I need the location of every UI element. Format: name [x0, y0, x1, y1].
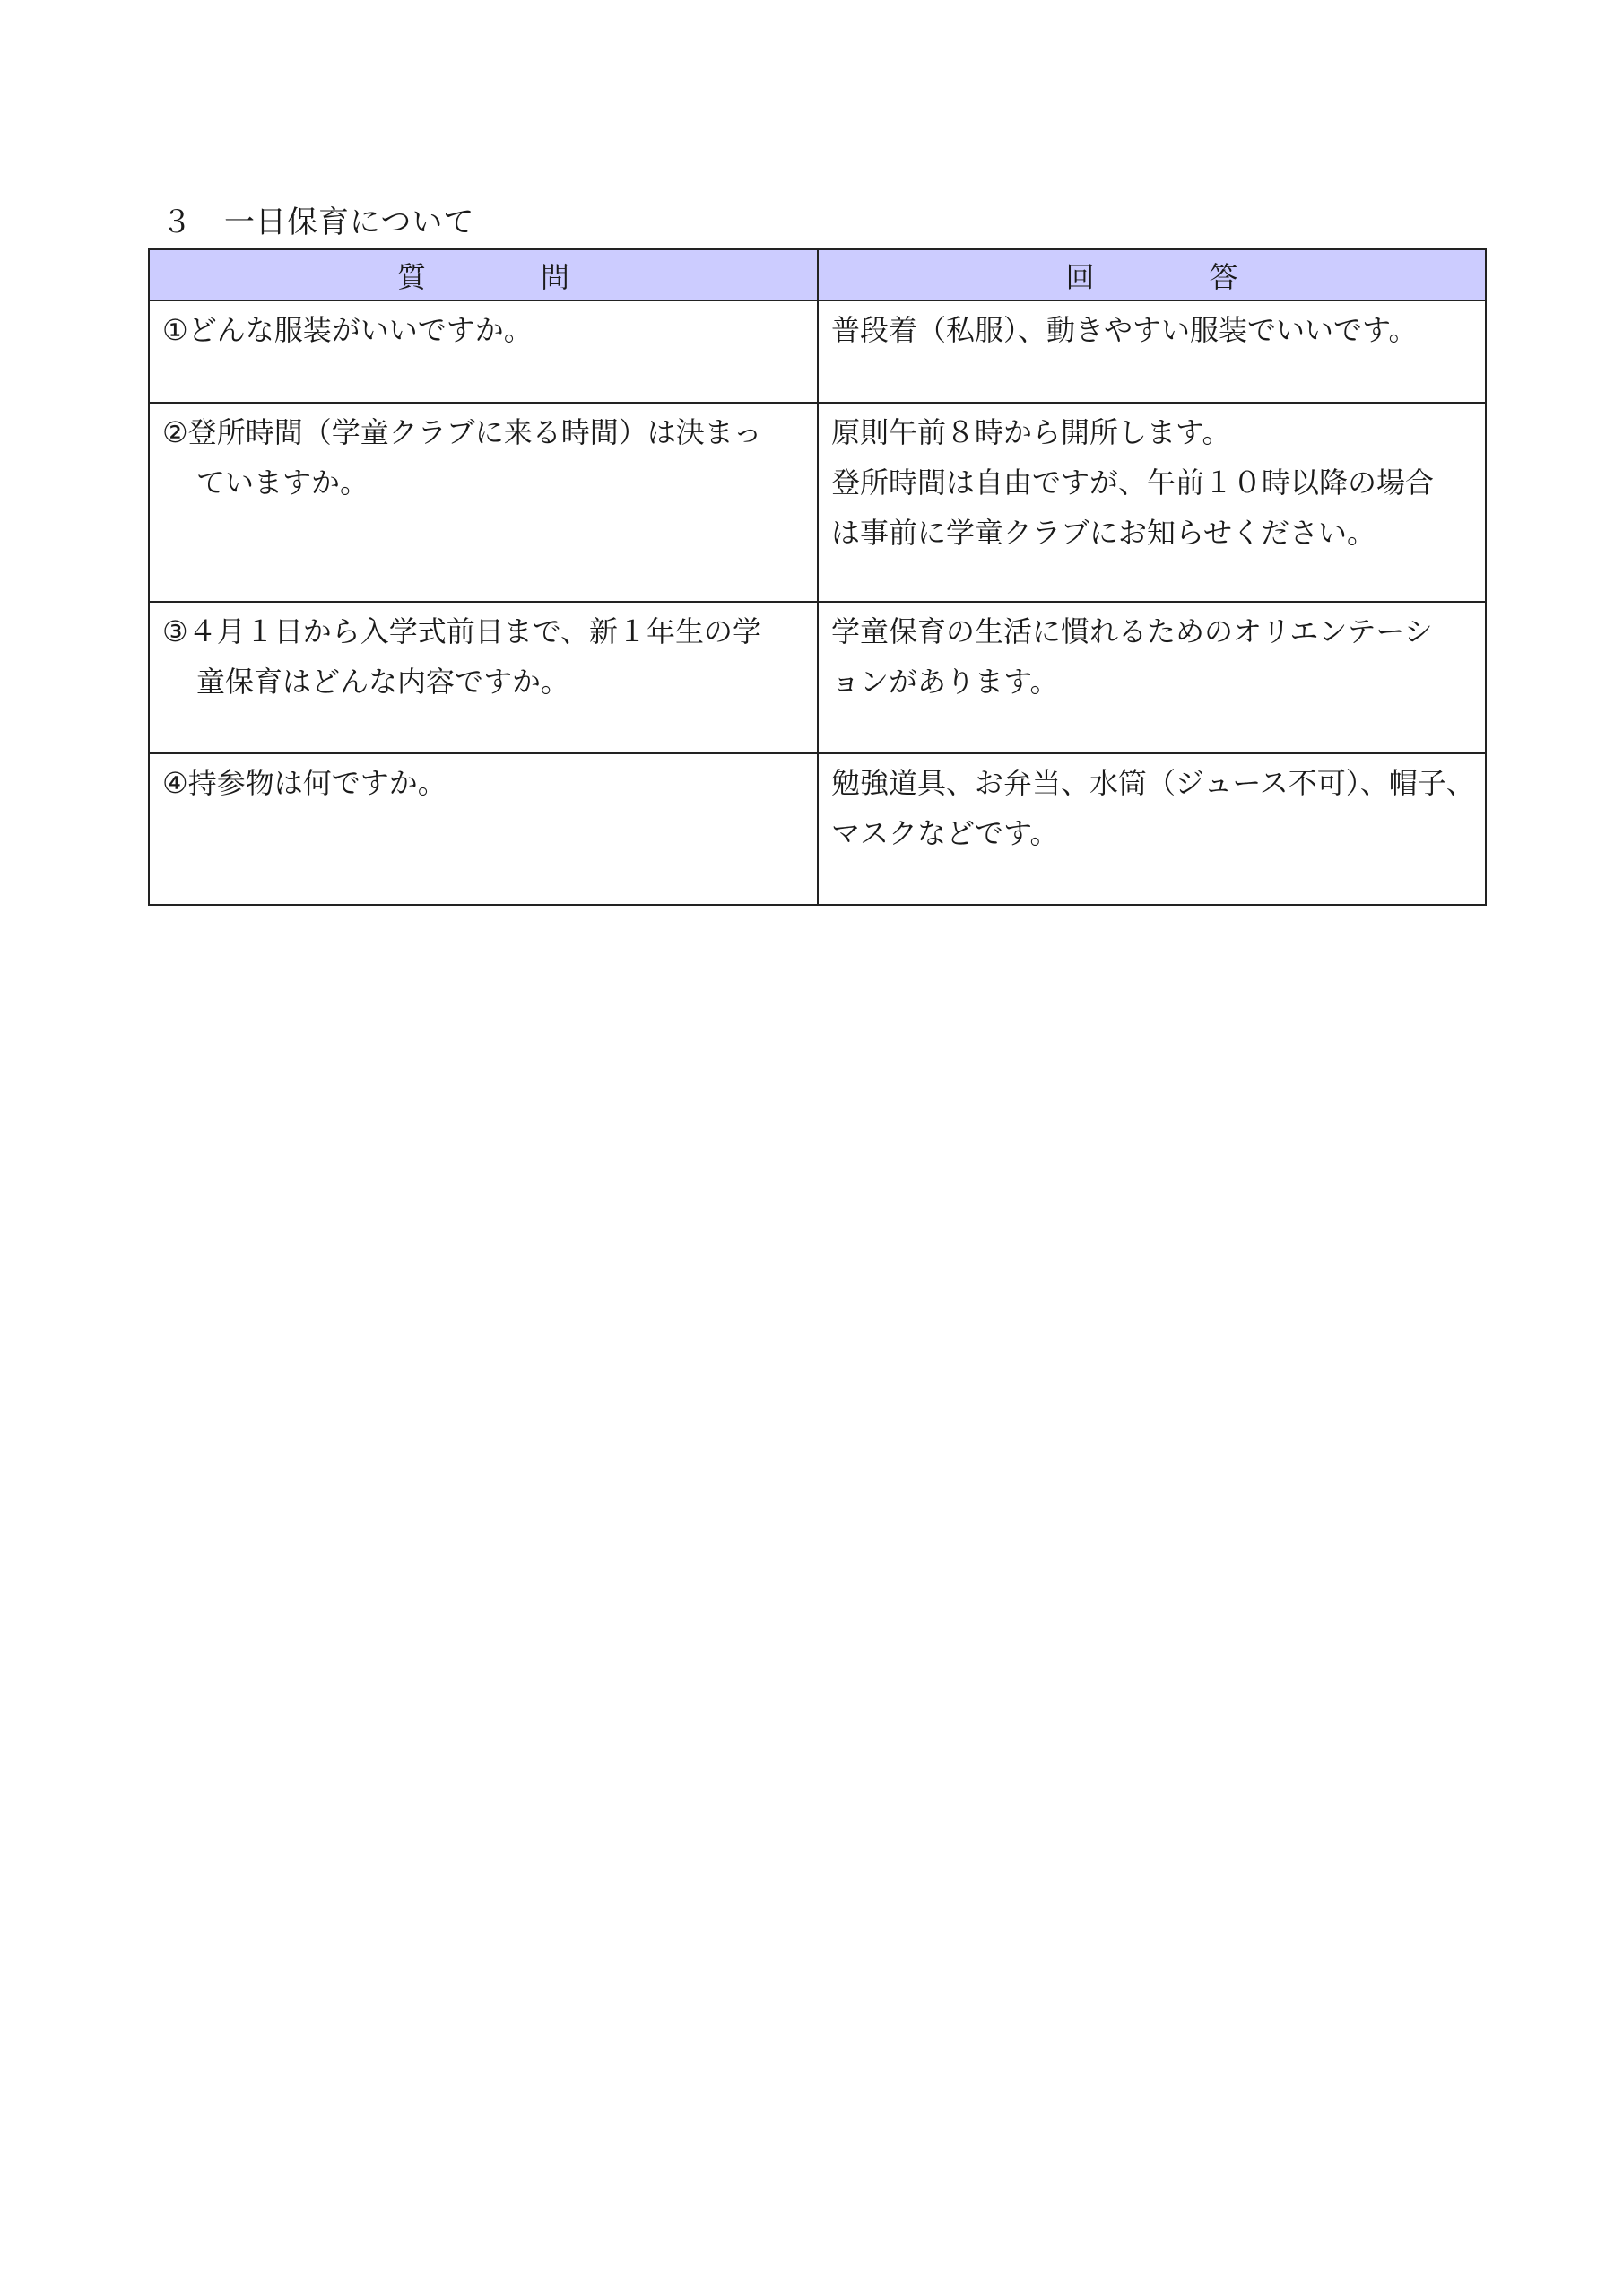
table-row [149, 753, 1486, 905]
question-cell [149, 602, 818, 753]
qa-table [148, 248, 1487, 906]
answer-cell [818, 602, 1486, 753]
question-text: ていますか。 [196, 465, 369, 500]
question-text: ①どんな服装がいいですか。 [162, 313, 533, 347]
answer-text: は事前に学童クラブにお知らせください。 [831, 516, 1376, 550]
answer-text: 普段着（私服）、動きやすい服装でいいです。 [831, 313, 1418, 347]
answer-text: 登所時間は自由ですが、午前１０時以降の場合 [831, 465, 1435, 500]
answer-text: ョンがあります。 [831, 665, 1059, 699]
question-cell [149, 403, 818, 602]
table-row [149, 300, 1486, 403]
header-answer: 回 答 [818, 249, 1486, 300]
question-cell [149, 300, 818, 403]
answer-text: マスクなどです。 [831, 816, 1059, 850]
answer-cell [818, 753, 1486, 905]
table-row [149, 403, 1486, 602]
section-title: ３ 一日保育について [161, 204, 475, 240]
question-text: ②登所時間（学童クラブに来る時間）は決まっ [162, 415, 762, 449]
question-text: ④持参物は何ですか。 [162, 766, 447, 800]
question-text: 童保育はどんな内容ですか。 [196, 665, 570, 699]
answer-cell [818, 403, 1486, 602]
answer-cell [818, 300, 1486, 403]
table-header-row [149, 249, 1486, 300]
table-row [149, 602, 1486, 753]
answer-text: 原則午前８時から開所します。 [831, 415, 1231, 449]
answer-text: 勉強道具、お弁当、水筒（ジュース不可）、帽子、 [831, 766, 1475, 800]
header-question: 質 問 [149, 249, 818, 300]
answer-text: 学童保育の生活に慣れるためのオリエンテーシ [831, 614, 1433, 648]
question-cell [149, 753, 818, 905]
question-text: ③４月１日から入学式前日まで、新１年生の学 [162, 614, 762, 648]
